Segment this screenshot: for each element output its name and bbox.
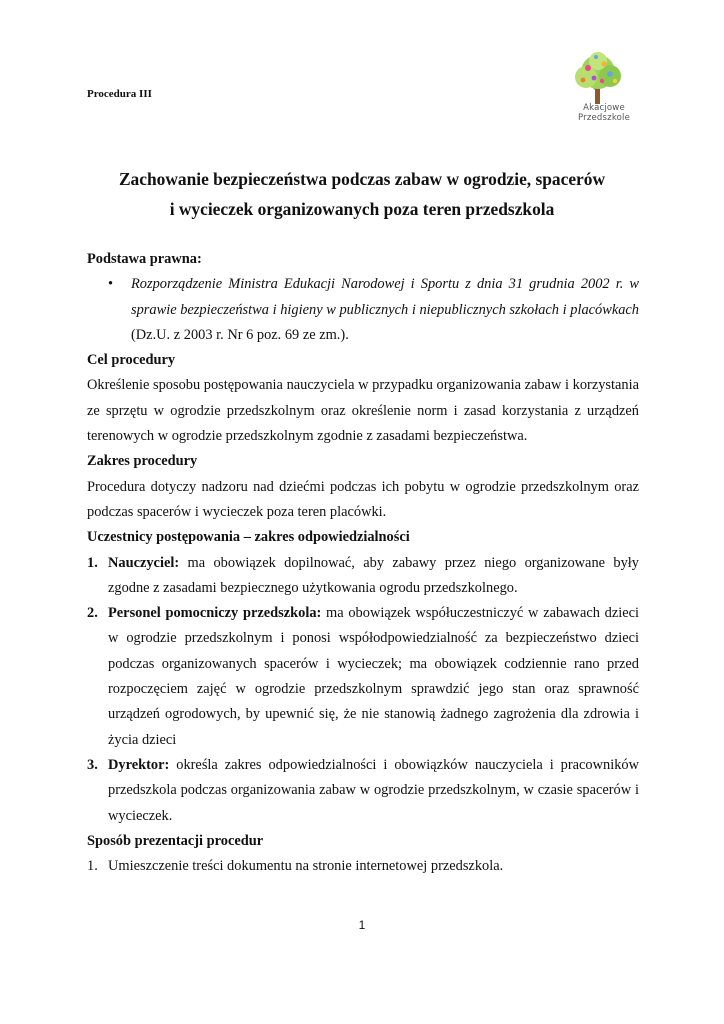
participant-item (87, 551, 639, 602)
role-description: określa zakres odpowiedzialności i obowiązków nauczyciela i pracowników przedszkola podczas organizowania zabaw w ogrodzie przedszkolnym, w czasie spacerów i wycieczek. (108, 756, 639, 824)
goal-text: Określenie sposobu postępowania nauczyciela w przypadku organizowania zabaw i korzystania ze sprzętu w ogrodzie przedszkolnym oraz określenie norm i zasad korzystania z urządzeń terenowych w ogrodzie przedszkolnym zgodnie z zasadami bezpieczeństwa. (87, 377, 639, 445)
title-line-2: i wycieczek organizowanych poza teren przedszkola (169, 199, 555, 219)
role-description: ma obowiązek współuczestniczyć w zabawach dzieci w ogrodzie przedszkolnym i ponosi współodpowiedzialność za bezpieczeństwo dzieci podczas organizowanych spacerów i wycieczek; ma obowiązek codziennie rano przed rozpoczęciem zajęć w ogrodzie przedszkolnym sprawdzić jego stan oraz sprawność urządzeń ogrodowych, by upewnić się, że nie stanowią żadnego zagrożenia dla zdrowia i życia dzieci (108, 605, 639, 748)
title-line-1: Zachowanie bezpieczeństwa podczas zabaw w ogrodzie, spacerów (118, 169, 606, 189)
role-label: Nauczyciel: (108, 554, 180, 571)
scope-text: Procedura dotyczy nadzoru nad dziećmi podczas ich pobytu w ogrodzie przedszkolnym oraz podczas spacerów i wycieczek poza teren placówki. (87, 478, 639, 520)
presentation-heading: Sposób prezentacji procedur (87, 832, 264, 849)
list-number: 1. (87, 858, 98, 875)
list-number: 3. (87, 756, 98, 773)
presentation-item (87, 854, 639, 879)
regulation-reference: (Dz.U. z 2003 r. Nr 6 poz. 69 ze zm.). (131, 326, 349, 343)
document-title (60, 164, 664, 224)
presentation-text: Umieszczenie treści dokumentu na stronie internetowej przedszkola. (108, 858, 504, 875)
scope-heading: Zakres procedury (87, 453, 198, 470)
document-body (87, 247, 639, 879)
role-label: Personel pomocniczy przedszkola: (108, 605, 322, 622)
role-label: Dyrektor: (108, 756, 170, 773)
procedure-label: Procedura III (87, 88, 152, 100)
participants-heading: Uczestnicy postępowania – zakres odpowiedzialności (87, 529, 410, 546)
legal-basis-heading: Podstawa prawna: (87, 251, 202, 267)
list-number: 2. (87, 605, 98, 622)
regulation-title: Rozporządzenie Ministra Edukacji Narodowej i Sportu z dnia 31 grudnia 2002 r. w sprawie bezpieczeństwa i higieny w publicznych i niepublicznych szkołach i placówkach (131, 276, 639, 318)
participant-item (87, 601, 639, 753)
legal-basis-item (87, 272, 639, 348)
list-number: 1. (87, 554, 98, 571)
logo-text: Akacjowe Przedszkole (577, 103, 631, 123)
bullet-icon: • (108, 276, 114, 293)
role-description: ma obowiązek dopilnować, aby zabawy przez niego organizowane były zgodne z zasadami bezpiecznego użytkowania ogrodu przedszkolnego. (108, 554, 639, 596)
page-number: 1 (358, 918, 366, 932)
participant-item (87, 753, 639, 829)
goal-heading: Cel procedury (87, 352, 176, 369)
